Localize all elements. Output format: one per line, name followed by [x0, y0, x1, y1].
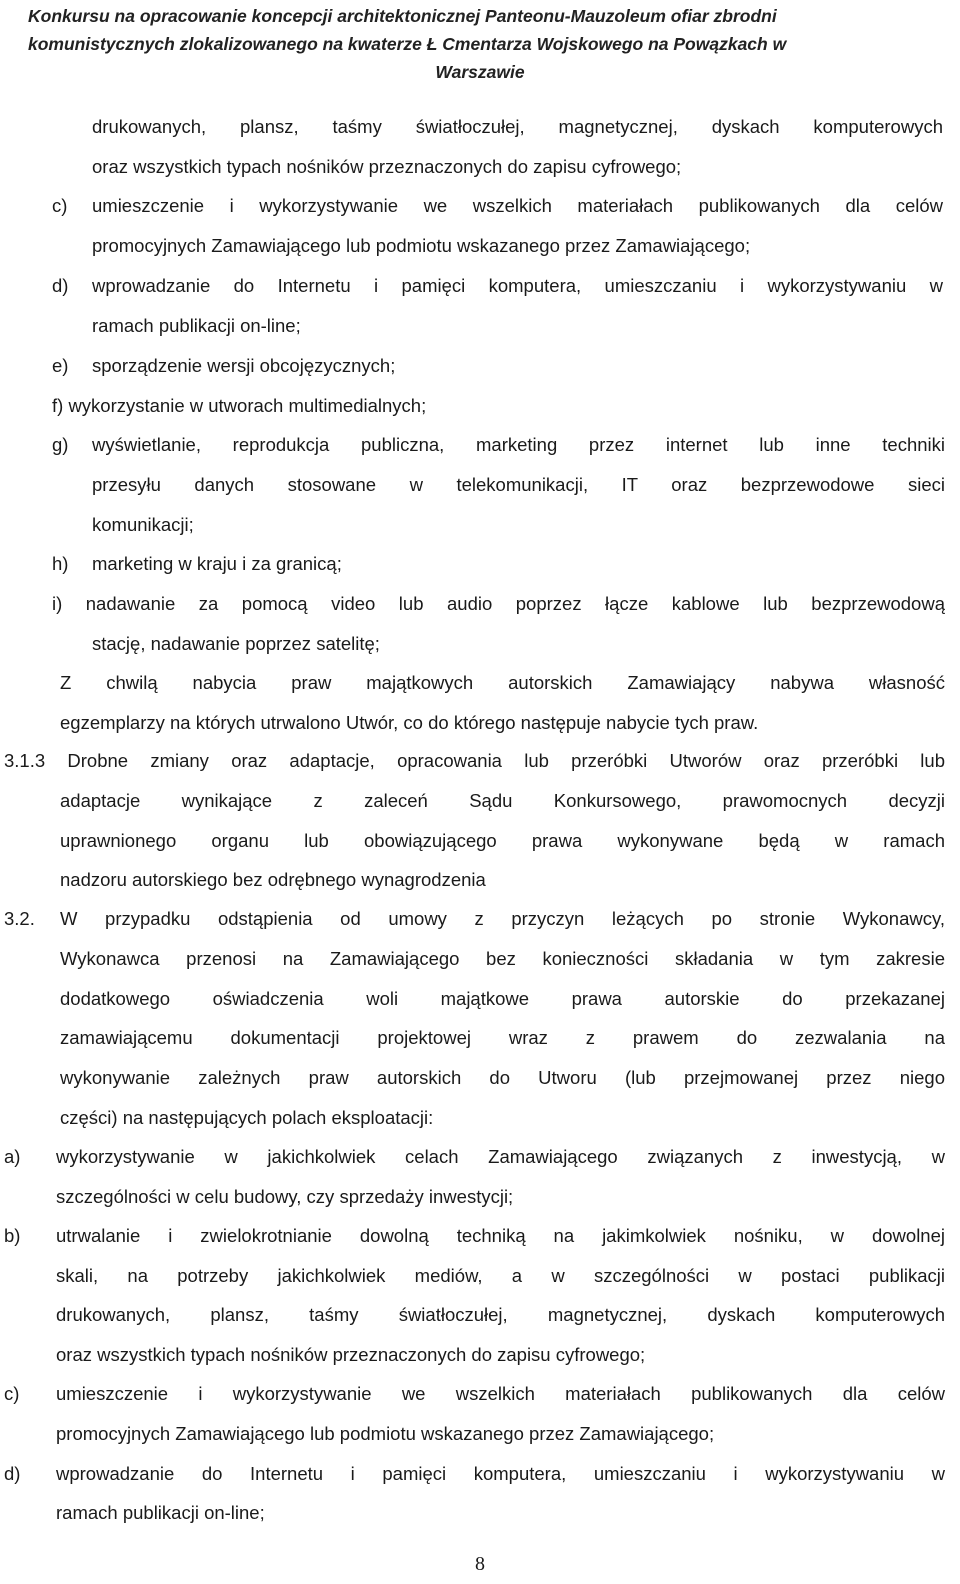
text-line: nadzoru autorskiego bez odrębnego wynagrodzenia — [60, 869, 486, 890]
text-line: i) nadawanie za pomocą video lub audio poprzez łącze kablowe lub bezprzewodową — [52, 593, 945, 614]
text-line: egzemplarzy na których utrwalono Utwór, co do którego następuje nabycie tych praw. — [60, 712, 759, 733]
text-line: W przypadku odstąpienia od umowy z przyczyn leżących po stronie Wykonawcy, — [60, 908, 945, 929]
text-line: szczególności w celu budowy, czy sprzedaży inwestycji; — [56, 1186, 514, 1207]
section-number: 3.2. — [4, 908, 35, 929]
text-line: utrwalanie i zwielokrotnianie dowolną techniką na jakimkolwiek nośniku, w dowolnej — [56, 1225, 945, 1246]
text-line: wprowadzanie do Internetu i pamięci komputera, umieszczaniu i wykorzystywaniu w — [56, 1463, 945, 1484]
text-line: przesyłu danych stosowane w telekomunikacji, IT oraz bezprzewodowe sieci — [92, 474, 945, 495]
header-line-2: komunistycznych zlokalizowanego na kwaterze Ł Cmentarza Wojskowego na Powązkach w — [28, 34, 787, 54]
text-line: ramach publikacji on-line; — [56, 1502, 265, 1523]
list-marker: d) — [4, 1463, 21, 1484]
text-line: Wykonawca przenosi na Zamawiającego bez konieczności składania w tym zakresie — [60, 948, 945, 969]
text-line: wykonywanie zależnych praw autorskich do Utworu (lub przejmowanej przez niego — [60, 1067, 945, 1088]
text-line: zamawiającemu dokumentacji projektowej wraz z prawem do zezwalania na — [60, 1027, 945, 1048]
list-marker: e) — [52, 355, 69, 376]
text-line: promocyjnych Zamawiającego lub podmiotu wskazanego przez Zamawiającego; — [92, 235, 751, 256]
text-line: wprowadzanie do Internetu i pamięci komputera, umieszczaniu i wykorzystywaniu w — [92, 275, 943, 296]
header-line-3: Warszawie — [435, 62, 525, 82]
text-line: sporządzenie wersji obcojęzycznych; — [92, 355, 396, 376]
text-line: ramach publikacji on-line; — [92, 315, 301, 336]
list-marker: c) — [4, 1383, 20, 1404]
text-line: wykorzystywanie w jakichkolwiek celach Zamawiającego związanych z inwestycją, w — [56, 1146, 945, 1167]
text-line: części) na następujących polach eksploatacji: — [60, 1107, 434, 1128]
header-line-1: Konkursu na opracowanie koncepcji architektonicznej Panteonu-Mauzoleum ofiar zbrodni — [28, 6, 777, 26]
text-line: stację, nadawanie poprzez satelitę; — [92, 633, 380, 654]
text-line: oraz wszystkich typach nośników przeznaczonych do zapisu cyfrowego; — [56, 1344, 646, 1365]
text-line: umieszczenie i wykorzystywanie we wszelkich materiałach publikowanych dla celów — [92, 195, 943, 216]
text-line: adaptacje wynikające z zaleceń Sądu Konkursowego, prawomocnych decyzji — [60, 790, 945, 811]
list-marker: b) — [4, 1225, 21, 1246]
text-line: Z chwilą nabycia praw majątkowych autorskich Zamawiający nabywa własność — [60, 672, 945, 693]
text-line: skali, na potrzeby jakichkolwiek mediów, a w szczególności w postaci publikacji — [56, 1265, 945, 1286]
list-marker: h) — [52, 553, 69, 574]
text-line: f) wykorzystanie w utworach multimedialnych; — [52, 395, 427, 416]
text-line: drukowanych, plansz, taśmy światłoczułej, magnetycznej, dyskach komputerowych — [92, 116, 943, 137]
text-line: oraz wszystkich typach nośników przeznaczonych do zapisu cyfrowego; — [92, 156, 682, 177]
text-line: marketing w kraju i za granicą; — [92, 553, 342, 574]
text-line: promocyjnych Zamawiającego lub podmiotu wskazanego przez Zamawiającego; — [56, 1423, 715, 1444]
page-number: 8 — [475, 1553, 485, 1575]
text-line: dodatkowego oświadczenia woli majątkowe prawa autorskie do przekazanej — [60, 988, 945, 1009]
text-line: wyświetlanie, reprodukcja publiczna, marketing przez internet lub inne techniki — [92, 434, 945, 455]
text-line: umieszczenie i wykorzystywanie we wszelkich materiałach publikowanych dla celów — [56, 1383, 945, 1404]
list-marker: a) — [4, 1146, 21, 1167]
text-line: komunikacji; — [92, 514, 194, 535]
text-line: drukowanych, plansz, taśmy światłoczułej, magnetycznej, dyskach komputerowych — [56, 1304, 945, 1325]
list-marker: c) — [52, 195, 68, 216]
text-line: uprawnionego organu lub obowiązującego prawa wykonywane będą w ramach — [60, 830, 945, 851]
text-line: 3.1.3 Drobne zmiany oraz adaptacje, opracowania lub przeróbki Utworów oraz przeróbki lub — [4, 750, 945, 771]
list-marker: g) — [52, 434, 69, 455]
list-marker: d) — [52, 275, 69, 296]
